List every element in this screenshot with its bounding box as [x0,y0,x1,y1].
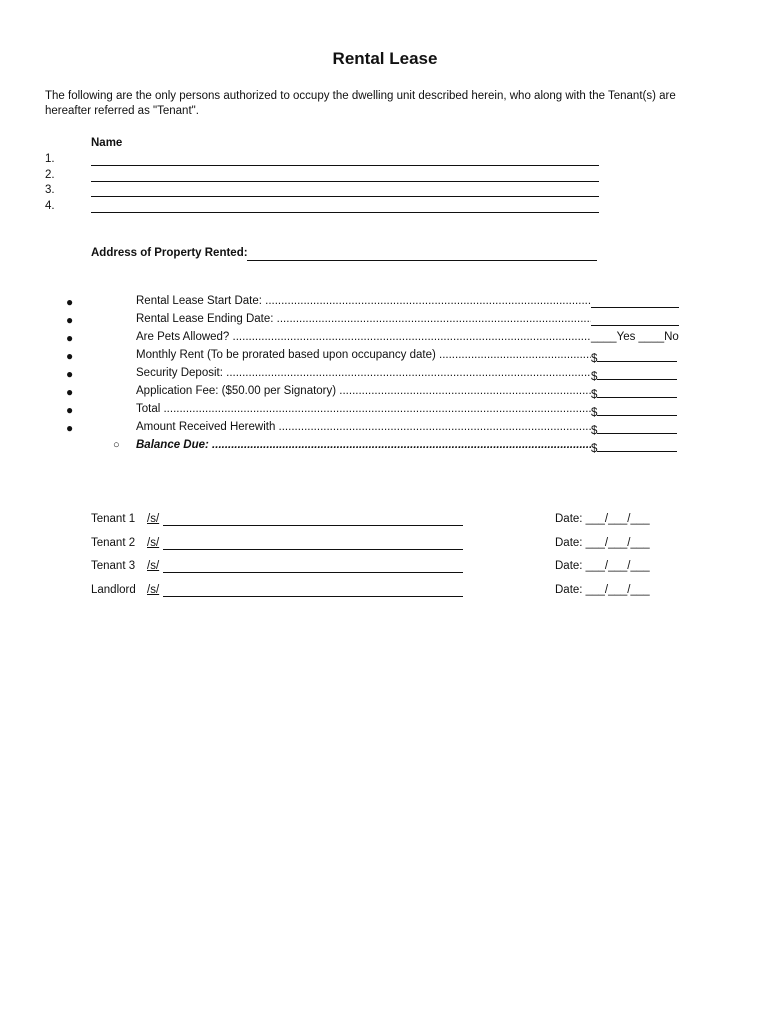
signature-row [91,537,671,553]
address-field [91,247,611,259]
intro-paragraph: The following are the only persons authorized to occupy the dwelling unit described herein, who along with the Tenant(s) are hereafter referred as "Tenant". [45,90,676,117]
signature-prefix: /s/ [147,513,160,525]
signature-date[interactable]: Date: ___/___/___ [555,584,650,596]
fee-row-balance-due [66,439,680,455]
balance-label: Balance Due: ..... [136,439,591,451]
signer-label: Tenant 1 [91,513,136,525]
signer-label: Tenant 3 [91,560,136,572]
bullet-icon: ● [66,349,74,363]
fee-blank[interactable] [591,295,680,311]
bullet-icon: ● [66,313,74,327]
signature-prefix: /s/ [147,584,160,596]
signature-prefix: /s/ [147,560,160,572]
signature-row [91,584,671,600]
name-row [45,169,605,185]
name-row [45,153,605,169]
name-blank-line[interactable] [91,212,599,213]
name-row-number: 3. [45,184,55,196]
fee-blank[interactable]: $ [591,385,680,401]
signer-label: Tenant 2 [91,537,136,549]
address-label: Address of Property Rented: [91,247,248,259]
fee-label: Rental Lease Start Date: ..... [136,295,591,307]
signature-blank-line[interactable] [163,572,463,573]
fee-label: Amount Received Herewith ..... [136,421,591,433]
signer-label: Landlord [91,584,136,596]
bullet-icon: ● [66,331,74,345]
name-row-number: 1. [45,153,55,165]
fee-row-end-date [66,313,680,329]
name-blank-line[interactable] [91,196,599,197]
fee-label: Rental Lease Ending Date: ..... [136,313,591,325]
fee-label: Security Deposit: ..... [136,367,591,379]
signature-blank-line[interactable] [163,525,463,526]
fee-blank[interactable]: $ [591,403,680,419]
name-blank-line[interactable] [91,181,599,182]
signature-row [91,560,671,576]
signature-row [91,513,671,529]
bullet-icon: ● [66,403,74,417]
document-title: Rental Lease [332,49,438,68]
name-heading: Name [91,137,123,149]
fee-blank[interactable] [591,313,680,329]
name-row-number: 4. [45,200,55,212]
address-blank-line[interactable] [247,260,597,261]
signature-blank-line[interactable] [163,549,463,550]
fee-label: Total ..... [136,403,591,415]
fee-row-application-fee [66,385,680,401]
fee-row-monthly-rent [66,349,680,365]
circle-bullet-icon: ○ [113,439,120,451]
fee-row-security-deposit [66,367,680,383]
fee-row-pets [66,331,680,347]
fee-label: Are Pets Allowed? ..... [136,331,591,343]
bullet-icon: ● [66,295,74,309]
name-row [45,184,605,200]
balance-blank[interactable]: $ [591,439,680,455]
signature-date[interactable]: Date: ___/___/___ [555,560,650,572]
fee-row-total [66,403,680,419]
pets-yes-no-blank[interactable]: ____Yes ____No [591,331,679,343]
bullet-icon: ● [66,385,74,399]
signature-blank-line[interactable] [163,596,463,597]
fee-row-start-date [66,295,680,311]
name-row [45,200,605,216]
fee-blank[interactable]: $ [591,349,680,365]
fee-label: Monthly Rent (To be prorated based upon occupancy date) ..... [136,349,591,361]
fee-blank[interactable]: $ [591,421,680,437]
fee-row-amount-received [66,421,680,437]
bullet-icon: ● [66,421,74,435]
bullet-icon: ● [66,367,74,381]
fee-label: Application Fee: ($50.00 per Signatory) ..... [136,385,591,397]
signature-date[interactable]: Date: ___/___/___ [555,537,650,549]
signature-date[interactable]: Date: ___/___/___ [555,513,650,525]
fee-blank[interactable]: $ [591,367,680,383]
signature-prefix: /s/ [147,537,160,549]
name-row-number: 2. [45,169,55,181]
name-blank-line[interactable] [91,165,599,166]
